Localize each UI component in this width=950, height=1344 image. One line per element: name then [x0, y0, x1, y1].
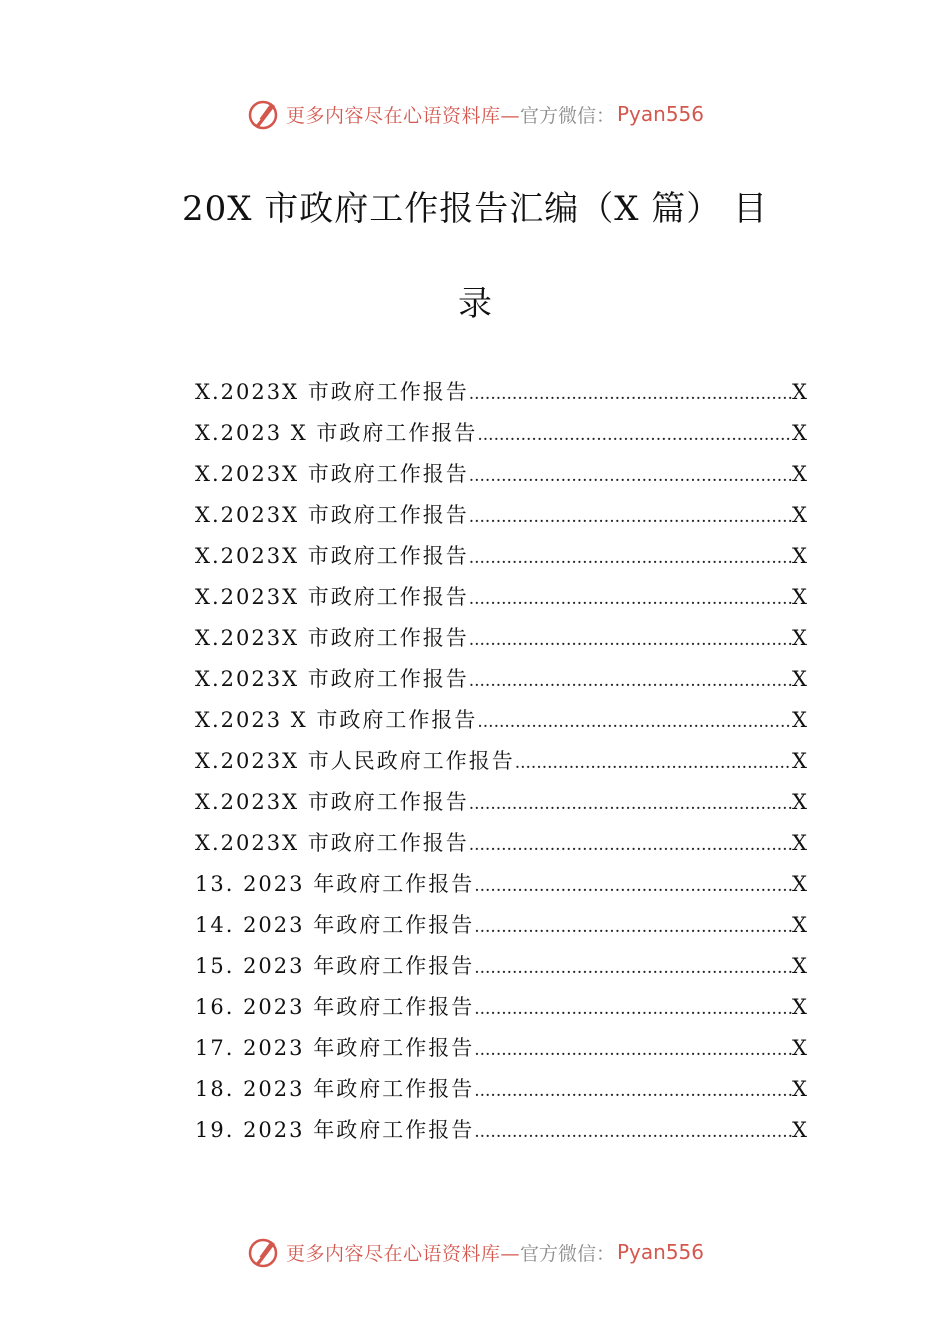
toc-entry-page: X [792, 544, 807, 568]
wechat-label: 官方微信： [519, 1242, 615, 1265]
toc-entry-label: X.2023X 市政府工作报告 [195, 462, 469, 486]
toc-leader-dots [469, 579, 792, 620]
wechat-id: Pyan556 [617, 1240, 705, 1264]
toc-entry-page: X [792, 1077, 807, 1101]
toc-entry-page: X [792, 872, 807, 896]
toc-leader-dots [469, 784, 792, 825]
toc-entry-page: X [792, 790, 807, 814]
toc-leader-dots [469, 497, 792, 538]
toc-entry-page: X [792, 708, 807, 732]
toc-leader-dots [477, 415, 792, 456]
toc-entry[interactable] [195, 536, 807, 577]
toc-leader-dots [469, 456, 792, 497]
toc-entry[interactable] [195, 946, 807, 987]
toc-entry-page: X [792, 462, 807, 486]
toc-entry-page: X [792, 831, 807, 855]
toc-leader-dots [469, 661, 792, 702]
toc-entry-page: X [792, 995, 807, 1019]
toc-entry-page: X [792, 667, 807, 691]
toc-leader-dots [474, 948, 792, 989]
toc-entry-page: X [792, 626, 807, 650]
toc-entry-label: X.2023X 市政府工作报告 [195, 831, 469, 855]
toc-leader-dots [474, 866, 792, 907]
toc-entry[interactable] [195, 577, 807, 618]
toc-entry-page: X [792, 421, 807, 445]
toc-entry-label: 16. 2023 年政府工作报告 [195, 995, 475, 1019]
toc-entry[interactable] [195, 700, 807, 741]
toc-entry-label: 17. 2023 年政府工作报告 [195, 1036, 475, 1060]
table-of-contents [195, 372, 807, 1151]
wechat-id: Pyan556 [617, 102, 705, 126]
toc-entry[interactable] [195, 618, 807, 659]
toc-entry-label: 19. 2023 年政府工作报告 [195, 1118, 475, 1142]
toc-entry[interactable] [195, 1028, 807, 1069]
toc-entry-label: 18. 2023 年政府工作报告 [195, 1077, 475, 1101]
toc-entry[interactable] [195, 864, 807, 905]
toc-leader-dots [515, 743, 792, 784]
toc-entry-label: X.2023X 市政府工作报告 [195, 544, 469, 568]
toc-entry-label: X.2023X 市政府工作报告 [195, 626, 469, 650]
toc-entry-label: 15. 2023 年政府工作报告 [195, 954, 475, 978]
toc-leader-dots [474, 1112, 792, 1153]
toc-entry-page: X [792, 954, 807, 978]
toc-entry-label: X.2023 X 市政府工作报告 [195, 708, 478, 732]
toc-leader-dots [469, 620, 792, 661]
brand-text: 更多内容尽在心语资料库— [285, 104, 520, 127]
toc-entry-page: X [792, 913, 807, 937]
pen-nib-logo-icon [246, 1235, 280, 1269]
toc-entry-page: X [792, 1036, 807, 1060]
header-banner [0, 94, 950, 134]
toc-entry-label: X.2023 X 市政府工作报告 [195, 421, 478, 445]
toc-entry-page: X [792, 749, 807, 773]
pen-nib-logo-icon [246, 97, 280, 131]
toc-entry-label: 14. 2023 年政府工作报告 [195, 913, 475, 937]
toc-leader-dots [469, 538, 792, 579]
toc-entry[interactable] [195, 372, 807, 413]
toc-entry-label: X.2023X 市政府工作报告 [195, 503, 469, 527]
brand-text: 更多内容尽在心语资料库— [285, 1242, 520, 1265]
toc-leader-dots [474, 1030, 792, 1071]
toc-entry[interactable] [195, 495, 807, 536]
toc-entry-label: X.2023X 市政府工作报告 [195, 380, 469, 404]
toc-entry[interactable] [195, 987, 807, 1028]
toc-entry[interactable] [195, 823, 807, 864]
toc-entry[interactable] [195, 659, 807, 700]
toc-leader-dots [474, 1071, 792, 1112]
toc-entry-label: X.2023X 市人民政府工作报告 [195, 749, 515, 773]
toc-entry[interactable] [195, 413, 807, 454]
toc-entry[interactable] [195, 905, 807, 946]
toc-entry[interactable] [195, 454, 807, 495]
toc-entry-label: X.2023X 市政府工作报告 [195, 790, 469, 814]
toc-entry-page: X [792, 503, 807, 527]
toc-entry-label: X.2023X 市政府工作报告 [195, 585, 469, 609]
toc-entry-page: X [792, 1118, 807, 1142]
toc-entry[interactable] [195, 741, 807, 782]
wechat-label: 官方微信： [519, 104, 615, 127]
document-title: 20X 市政府工作报告汇编（X 篇） 目 [181, 189, 769, 229]
toc-entry-page: X [792, 380, 807, 404]
toc-leader-dots [477, 702, 792, 743]
toc-entry-page: X [792, 585, 807, 609]
toc-leader-dots [469, 825, 792, 866]
footer-banner [0, 1232, 950, 1272]
toc-leader-dots [474, 907, 792, 948]
toc-entry-label: X.2023X 市政府工作报告 [195, 667, 469, 691]
toc-entry[interactable] [195, 782, 807, 823]
toc-entry-label: 13. 2023 年政府工作报告 [195, 872, 475, 896]
toc-leader-dots [474, 989, 792, 1030]
document-title-continued: 录 [458, 284, 492, 324]
toc-entry[interactable] [195, 1110, 807, 1151]
toc-entry[interactable] [195, 1069, 807, 1110]
toc-leader-dots [469, 374, 792, 415]
